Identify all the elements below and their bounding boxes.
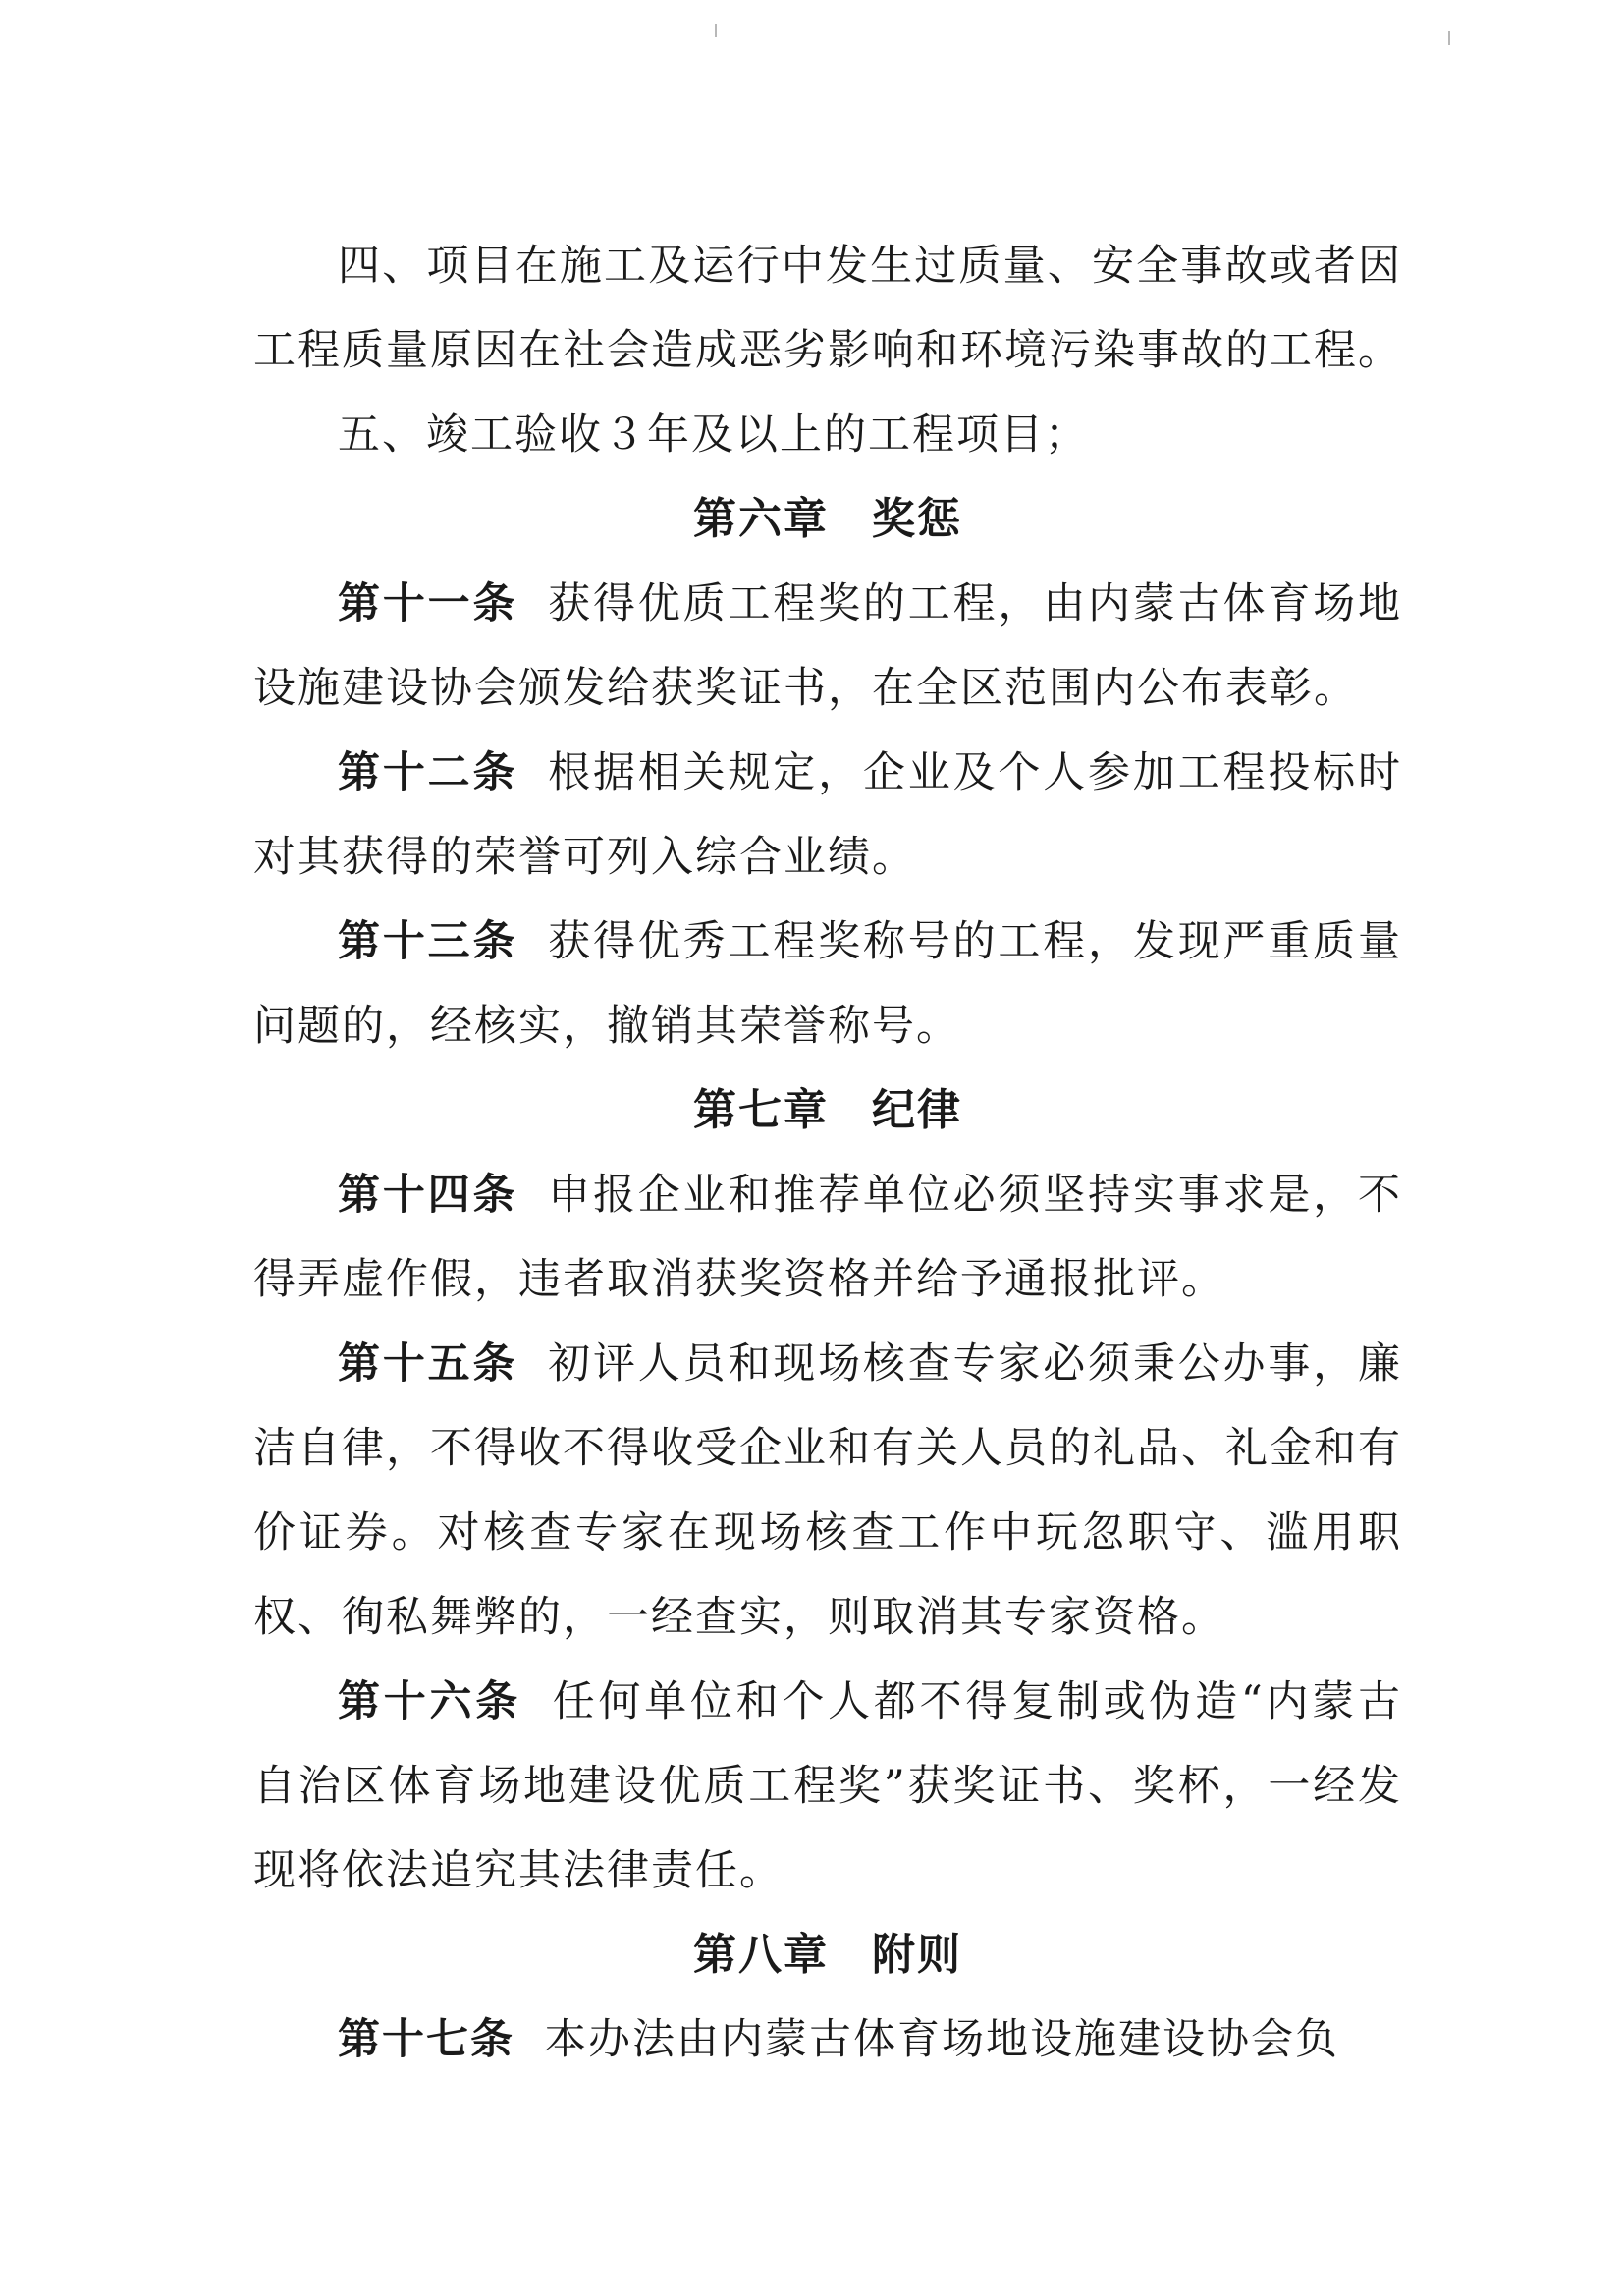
- article-text: 本办法由内蒙古体育场地设施建设协会负: [544, 2015, 1339, 2064]
- article-label: 第十四条: [338, 1171, 518, 1220]
- article-paragraph: [253, 562, 1402, 731]
- chapter-number: 第八章: [693, 1930, 829, 1980]
- article-paragraph: [253, 1322, 1402, 1660]
- article-label: 第十二条: [338, 748, 518, 797]
- article-label: 第十三条: [338, 917, 518, 966]
- body-paragraph: 四、项目在施工及运行中发生过质量、安全事故或者因工程质量原因在社会造成恶劣影响和环境污染事故的工程。: [253, 242, 1402, 375]
- article-text: 根据相关规定，企业及个人参加工程投标时对其获得的荣誉可列入综合业绩。: [253, 748, 1403, 882]
- chapter-title: 奖惩: [872, 494, 962, 544]
- document-body: [253, 224, 1402, 2082]
- body-paragraph: 五、竣工验收３年及以上的工程项目；: [338, 410, 1089, 460]
- article-text: 获得优秀工程奖称号的工程，发现严重质量问题的，经核实，撤销其荣誉称号。: [253, 917, 1403, 1051]
- article-paragraph: [253, 1153, 1402, 1322]
- article-label: 第十七条: [338, 2015, 514, 2064]
- scan-mark: [1448, 31, 1450, 45]
- chapter-heading: [253, 1913, 1402, 1997]
- article-paragraph: [253, 731, 1402, 900]
- scan-mark: [715, 24, 717, 37]
- article-label: 第十六条: [338, 1677, 521, 1726]
- article-text: 任何单位和个人都不得复制或伪造“内蒙古自治区体育场地建设优质工程奖”获奖证书、奖杯，一经发现将依法追究其法律责任。: [253, 1677, 1403, 1895]
- chapter-title: 纪律: [872, 1085, 962, 1135]
- chapter-title: 附则: [872, 1930, 962, 1980]
- article-text: 申报企业和推荐单位必须坚持实事求是，不得弄虚作假，违者取消获奖资格并给予通报批评。: [253, 1171, 1403, 1304]
- chapter-heading: [253, 477, 1402, 562]
- article-paragraph: [253, 1997, 1402, 2082]
- article-paragraph: [253, 900, 1402, 1068]
- article-text: 获得优质工程奖的工程，由内蒙古体育场地设施建设协会颁发给获奖证书，在全区范围内公布表彰。: [253, 579, 1403, 713]
- chapter-number: 第六章: [693, 494, 829, 544]
- article-label: 第十一条: [338, 579, 518, 629]
- article-paragraph: [253, 1660, 1402, 1913]
- article-text: 初评人员和现场核查专家必须秉公办事，廉洁自律，不得收不得收受企业和有关人员的礼品、礼金和有价证券。对核查专家在现场核查工作中玩忽职守、滥用职权、徇私舞弊的，一经查实，则取消其专家资格。: [253, 1339, 1403, 1642]
- chapter-heading: [253, 1068, 1402, 1153]
- article-label: 第十五条: [338, 1339, 518, 1389]
- chapter-number: 第七章: [693, 1085, 829, 1135]
